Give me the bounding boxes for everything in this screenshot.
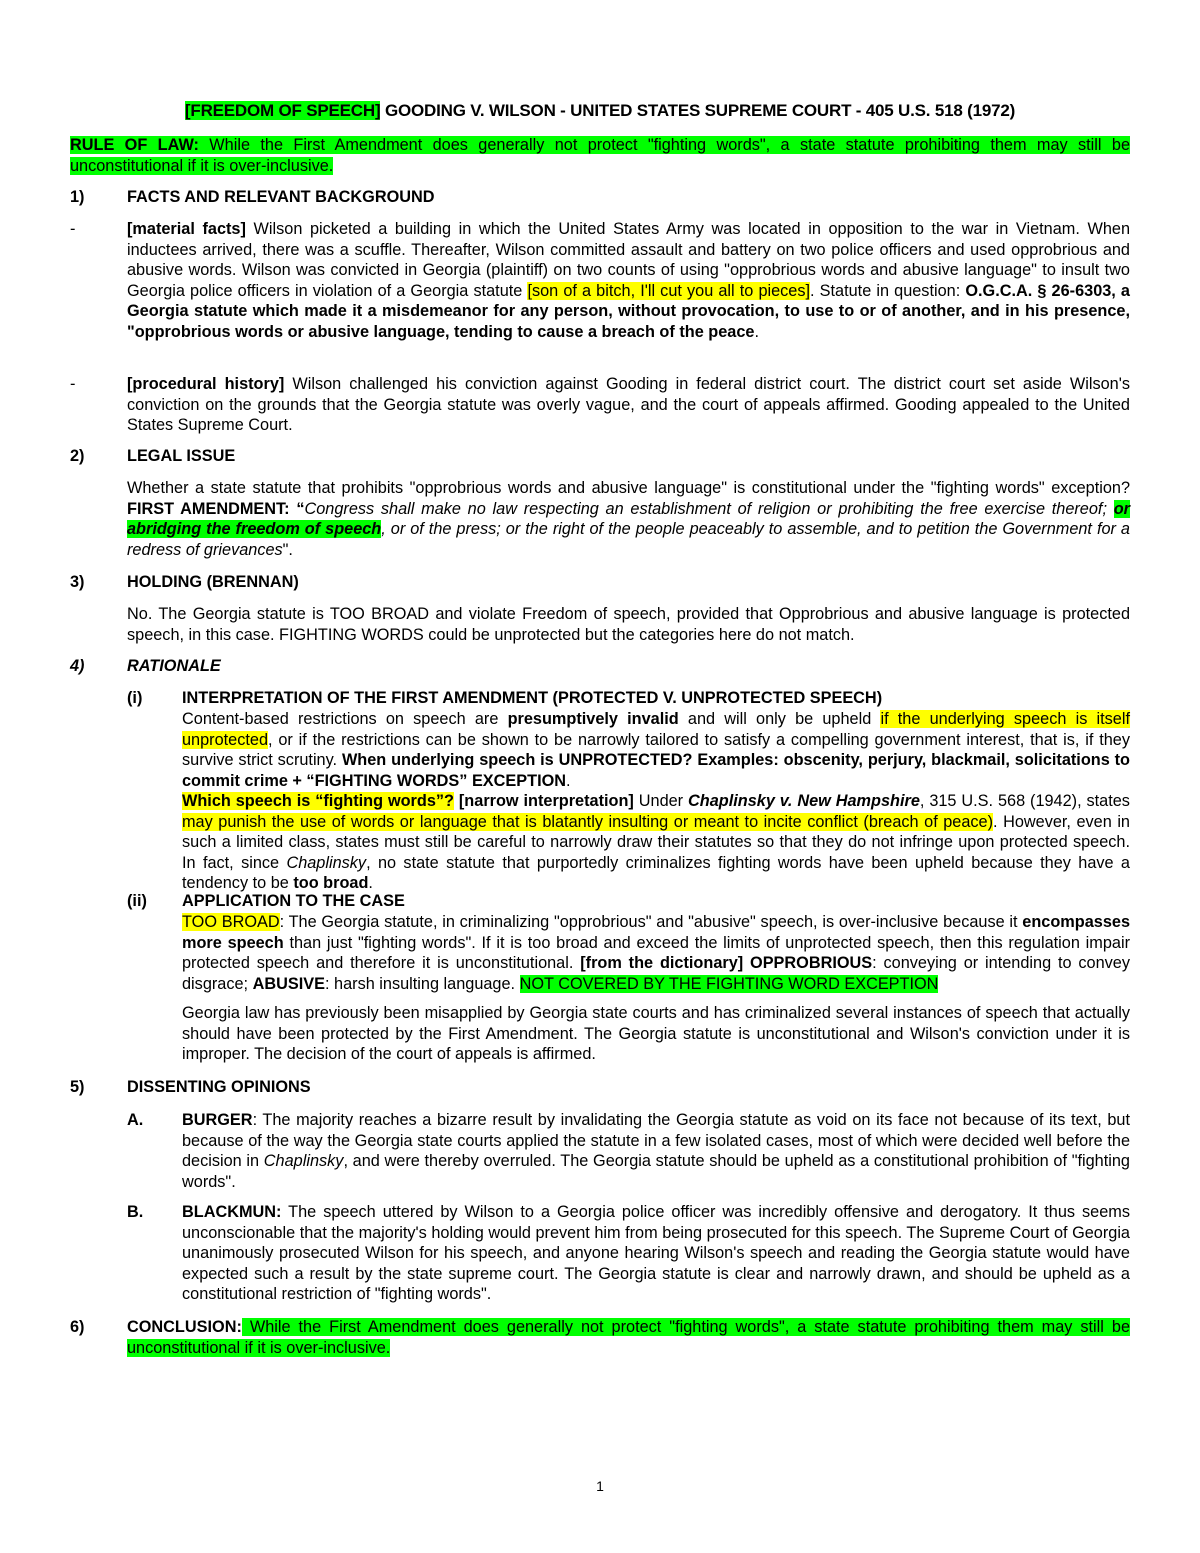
- a-text: : The Georgia statute, in criminalizing "opprobrious" and "abusive" speech, is over-inclusive because it: [279, 913, 1023, 931]
- justice-name: BURGER: [182, 1111, 253, 1129]
- r-text: Under: [633, 792, 689, 810]
- facts-text: Wilson picketed a building in which the United States Army was located in opposition to the war in Vietnam. When inductees arrived, there was a scuffle. Thereafter, Wilson committed assault and battery on two police officers and used opprobrious and abusive words. Wilson was convicted in Georgia (plaintiff) on two counts of using "opprobrious words and abusive language" to insult two Georgia police officers in violation of a Georgia statute: [127, 220, 1131, 300]
- dissent-a-label: A.: [127, 1111, 144, 1129]
- facts-text-3: .: [754, 322, 759, 341]
- section-1-heading: FACTS AND RELEVANT BACKGROUND: [127, 188, 435, 206]
- section-6-number: 6): [70, 1318, 85, 1336]
- legal-issue-paragraph: [127, 478, 1130, 560]
- r-text: , 315 U.S. 568 (1942), states: [919, 792, 1130, 810]
- conclusion-paragraph: [127, 1317, 1130, 1358]
- a-bold: ABUSIVE: [252, 974, 325, 993]
- material-facts-paragraph: [127, 219, 1130, 342]
- title-tag: [FREEDOM OF SPEECH]: [184, 101, 381, 120]
- rationale-i-paragraph: [182, 709, 1130, 894]
- section-5-heading: DISSENTING OPINIONS: [127, 1078, 311, 1096]
- facts-quote: [son of a bitch, I'll cut you all to pieces]: [527, 281, 811, 300]
- amendment-highlight: or abridging the freedom of speech: [127, 499, 1130, 538]
- statute-text: O.G.C.A. § 26-6303, a Georgia statute which made it a misdemeanor for any person, without provocation, to use to or of another, and in his presence, "opprobrious words or abusive language, tending to cause a breach of the peace: [127, 281, 1130, 341]
- section-2-heading: LEGAL ISSUE: [127, 447, 236, 465]
- page-number: 1: [596, 1478, 604, 1494]
- section-4-number: 4): [70, 657, 85, 675]
- r-text: Content-based restrictions on speech are: [182, 710, 508, 728]
- rationale-i-heading: INTERPRETATION OF THE FIRST AMENDMENT (PROTECTED V. UNPROTECTED SPEECH): [182, 689, 883, 707]
- page-title: [70, 101, 1130, 121]
- amendment-end: ".: [282, 540, 293, 559]
- rule-of-law: [70, 135, 1130, 176]
- r-text: , no state statute that purportedly criminalizes fighting words have been upheld because they have a tendency to be: [182, 853, 1130, 892]
- rationale-ii-label: (ii): [127, 892, 147, 910]
- facts-text-2: . Statute in question:: [810, 281, 966, 300]
- r-text: .: [566, 771, 571, 790]
- d-text: , and were thereby overruled. The Georgia statute should be upheld as a constitutional prohibition of "fighting words".: [182, 1152, 1130, 1191]
- a-bold: encompasses more speech: [182, 913, 1130, 952]
- section-3-heading: HOLDING (BRENNAN): [127, 573, 299, 591]
- section-3-number: 3): [70, 573, 85, 591]
- r-text: . However, even in such a limited class, states must still be careful to narrowly draw their statutes so that they do not infringe upon protected speech. In fact, since: [182, 812, 1130, 872]
- rationale-ii-heading: APPLICATION TO THE CASE: [182, 892, 405, 910]
- d-text: The speech uttered by Wilson to a Georgia police officer was incredibly offensive and derogatory. It thus seems unconscionable that the majority's holding would prevent him from being prosecuted for this speech. The Supreme Court of Georgia unanimously prosecuted Wilson for his speech, and anyone hearing Wilson's speech and reading the Georgia statute would have expected such a result by the state supreme court. The Georgia statute is clear and narrowly drawn, and should be upheld as a constitutional restriction of "fighting words".: [182, 1203, 1130, 1303]
- rationale-ii-paragraph-2: Georgia law has previously been misapplied by Georgia state courts and has criminalized several instances of speech that actually should have been protected by the First Amendment. The Georgia statute is unconstitutional and Wilson's conviction under it is improper. The decision of the court of appeals is affirmed.: [182, 1004, 1130, 1063]
- rule-label: RULE OF LAW:: [70, 136, 199, 154]
- justice-name: BLACKMUN:: [182, 1203, 282, 1221]
- a-bold: [from the dictionary] OPPROBRIOUS: [580, 954, 873, 972]
- rationale-ii-paragraph: [182, 912, 1130, 994]
- section-4-heading: RATIONALE: [127, 657, 221, 675]
- title-text: GOODING V. WILSON - UNITED STATES SUPREME COURT - 405 U.S. 518 (1972): [380, 101, 1016, 120]
- r-bold: When underlying speech is UNPROTECTED? Examples: obscenity, perjury, blackmail, solicitations to commit crime + “FIGHTING WORDS” EXCEPTION: [182, 751, 1131, 790]
- history-label: [procedural history]: [127, 375, 285, 393]
- r-text: .: [368, 874, 373, 892]
- r-highlight: Which speech is “fighting words”?: [182, 792, 454, 810]
- r-bold: too broad: [293, 874, 369, 892]
- issue-text: Whether a state statute that prohibits "opprobrious words and abusive language" is constitutional under the "fighting words" exception?: [127, 479, 1130, 497]
- case-name: Chaplinsky: [263, 1152, 344, 1170]
- r-highlight: if the underlying speech is itself unprotected: [182, 710, 1130, 749]
- a-text: : conveying or intending to convey disgrace;: [182, 954, 1130, 993]
- a-text: than just "fighting words". If it is too broad and exceed the limits of unprotected speech, then this regulation impair protected speech and therefore it is unconstitutional.: [182, 933, 1130, 972]
- r-text: and will only be upheld: [678, 710, 881, 728]
- amendment-text-2: , or of the press; or the right of the people peaceably to assemble, and to petition the Government for a redress of grievances: [127, 520, 1130, 559]
- facts-label: [material facts]: [127, 220, 246, 238]
- r-bold: [narrow interpretation]: [458, 792, 634, 810]
- r-highlight: may punish the use of words or language that is blatantly insulting or meant to incite conflict (breach of peace): [182, 812, 994, 831]
- procedural-history-paragraph: [127, 374, 1130, 436]
- section-2-number: 2): [70, 447, 85, 465]
- history-text: Wilson challenged his conviction against Gooding in federal district court. The district court set aside Wilson's conviction on the grounds that the Georgia statute was overly vague, and the court of appeals affirmed. Gooding appealed to the United States Supreme Court.: [127, 375, 1130, 434]
- case-name: Chaplinsky v. New Hampshire: [688, 792, 920, 810]
- case-name: Chaplinsky: [286, 853, 367, 872]
- dissent-burger-paragraph: [182, 1110, 1130, 1192]
- conclusion-text: While the First Amendment does generally not protect "fighting words", a state statute prohibiting them may still be unconstitutional if it is over-inclusive.: [127, 1318, 1130, 1357]
- amendment-text: Congress shall make no law respecting an establishment of religion or prohibiting the free exercise thereof;: [304, 499, 1114, 518]
- a-highlight: TOO BROAD: [182, 913, 280, 931]
- dissent-blackmun-paragraph: [182, 1202, 1130, 1305]
- conclusion-label: CONCLUSION:: [127, 1318, 242, 1336]
- amendment-label: FIRST AMENDMENT: “: [127, 499, 305, 518]
- history-bullet: -: [70, 375, 76, 393]
- rule-text: While the First Amendment does generally not protect "fighting words", a state statute prohibiting them may still be unconstitutional if it is over-inclusive.: [70, 136, 1130, 175]
- a-green-highlight: NOT COVERED BY THE FIGHTING WORD EXCEPTION: [519, 974, 939, 993]
- holding-paragraph: No. The Georgia statute is TOO BROAD and violate Freedom of speech, provided that Opprobrious and abusive language is protected speech, in this case. FIGHTING WORDS could be unprotected but the categories here do not match.: [127, 605, 1130, 644]
- rationale-i-label: (i): [127, 689, 143, 707]
- section-5-number: 5): [70, 1078, 85, 1096]
- dissent-b-label: B.: [127, 1203, 144, 1221]
- d-text: : The majority reaches a bizarre result by invalidating the Georgia statute as void on its face not because of its text, but because of the way the Georgia state courts applied the statute in a few isolated cases, most of which were decided well before the decision in: [182, 1111, 1130, 1170]
- a-text: : harsh insulting language.: [324, 974, 520, 993]
- r-text: , or if the restrictions can be shown to be narrowly tailored to satisfy a compelling government interest, that is, if they survive strict scrutiny.: [182, 730, 1130, 769]
- r-bold: presumptively invalid: [507, 710, 679, 728]
- facts-bullet: -: [70, 220, 76, 238]
- section-1-number: 1): [70, 188, 85, 206]
